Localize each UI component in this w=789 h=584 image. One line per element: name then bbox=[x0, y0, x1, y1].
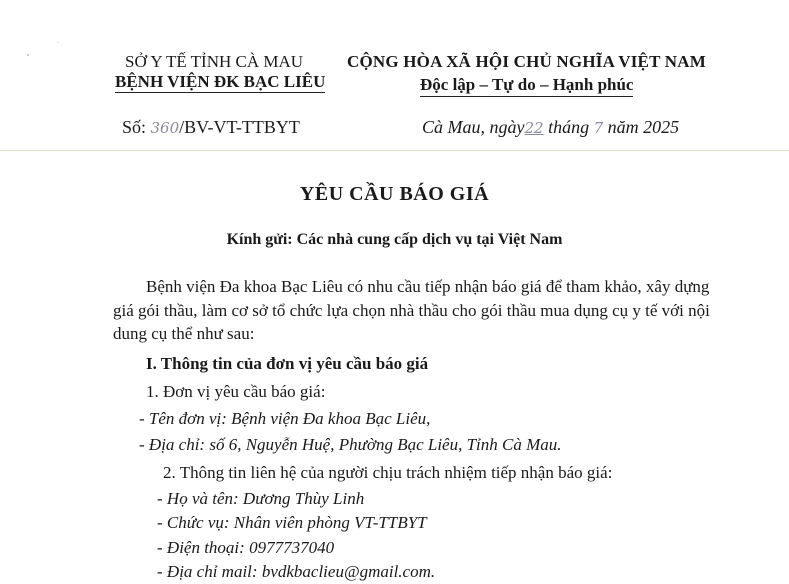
section-heading: I. Thông tin của đơn vị yêu cầu báo giá bbox=[146, 354, 429, 373]
unit-address: - Địa chỉ: số 6, Nguyễn Huệ, Phường Bạc Liêu, Tỉnh Cà Mau. bbox=[139, 435, 562, 454]
document-number-prefix: Số: bbox=[122, 117, 151, 137]
document-date bbox=[422, 117, 679, 138]
intro-line-1: Bệnh viện Đa khoa Bạc Liêu có nhu cầu tiếp nhận báo giá để tham khảo, xây dựng bbox=[146, 277, 710, 296]
intro-line-3: dung cụ thể như sau: bbox=[113, 324, 255, 343]
contact-position: - Chức vụ: Nhân viên phòng VT-TTBYT bbox=[157, 513, 427, 532]
scan-speck bbox=[27, 54, 29, 56]
national-motto-text: Độc lập – Tự do – Hạnh phúc bbox=[420, 75, 633, 97]
contact-email: - Địa chỉ mail: bvdkbaclieu@gmail.com. bbox=[157, 562, 436, 581]
item2-label: 2. Thông tin liên hệ của người chịu trách nhiệm tiếp nhận báo giá: bbox=[163, 463, 613, 482]
document-number bbox=[122, 117, 300, 138]
handwritten-number: 360 bbox=[150, 119, 180, 137]
item1-label: 1. Đơn vị yêu cầu báo giá: bbox=[146, 382, 326, 401]
unit-name: - Tên đơn vị: Bệnh viện Đa khoa Bạc Liêu, bbox=[139, 409, 431, 428]
document-number-suffix: /BV-VT-TTBYT bbox=[179, 117, 300, 137]
handwritten-month: 7 bbox=[593, 119, 604, 137]
national-title: CỘNG HÒA XÃ HỘI CHỦ NGHĨA VIỆT NAM bbox=[347, 52, 706, 71]
scan-fold-line bbox=[0, 150, 789, 151]
hospital-name-text: BỆNH VIỆN ĐK BẠC LIÊU bbox=[115, 72, 326, 91]
date-month-label: tháng bbox=[543, 117, 594, 137]
hospital-name bbox=[115, 72, 325, 94]
department-name: SỞ Y TẾ TỈNH CÀ MAU bbox=[125, 52, 304, 71]
contact-name: - Họ và tên: Dương Thùy Linh bbox=[157, 489, 365, 508]
handwritten-day: 22 bbox=[524, 119, 544, 137]
intro-line-2: giá gói thầu, làm cơ sở tổ chức lựa chọn nhà thầu cho gói thầu mua dụng cụ y tế với nội bbox=[113, 301, 710, 320]
contact-phone: - Điện thoại: 0977737040 bbox=[157, 538, 335, 557]
salutation: Kính gửi: Các nhà cung cấp dịch vụ tại Việt Nam bbox=[226, 231, 563, 248]
scan-speck bbox=[58, 42, 59, 43]
date-place: Cà Mau, ngày bbox=[422, 117, 525, 137]
national-motto bbox=[420, 75, 633, 95]
document-title: YÊU CẦU BÁO GIÁ bbox=[299, 183, 490, 205]
date-year-label: năm 2025 bbox=[603, 117, 680, 137]
